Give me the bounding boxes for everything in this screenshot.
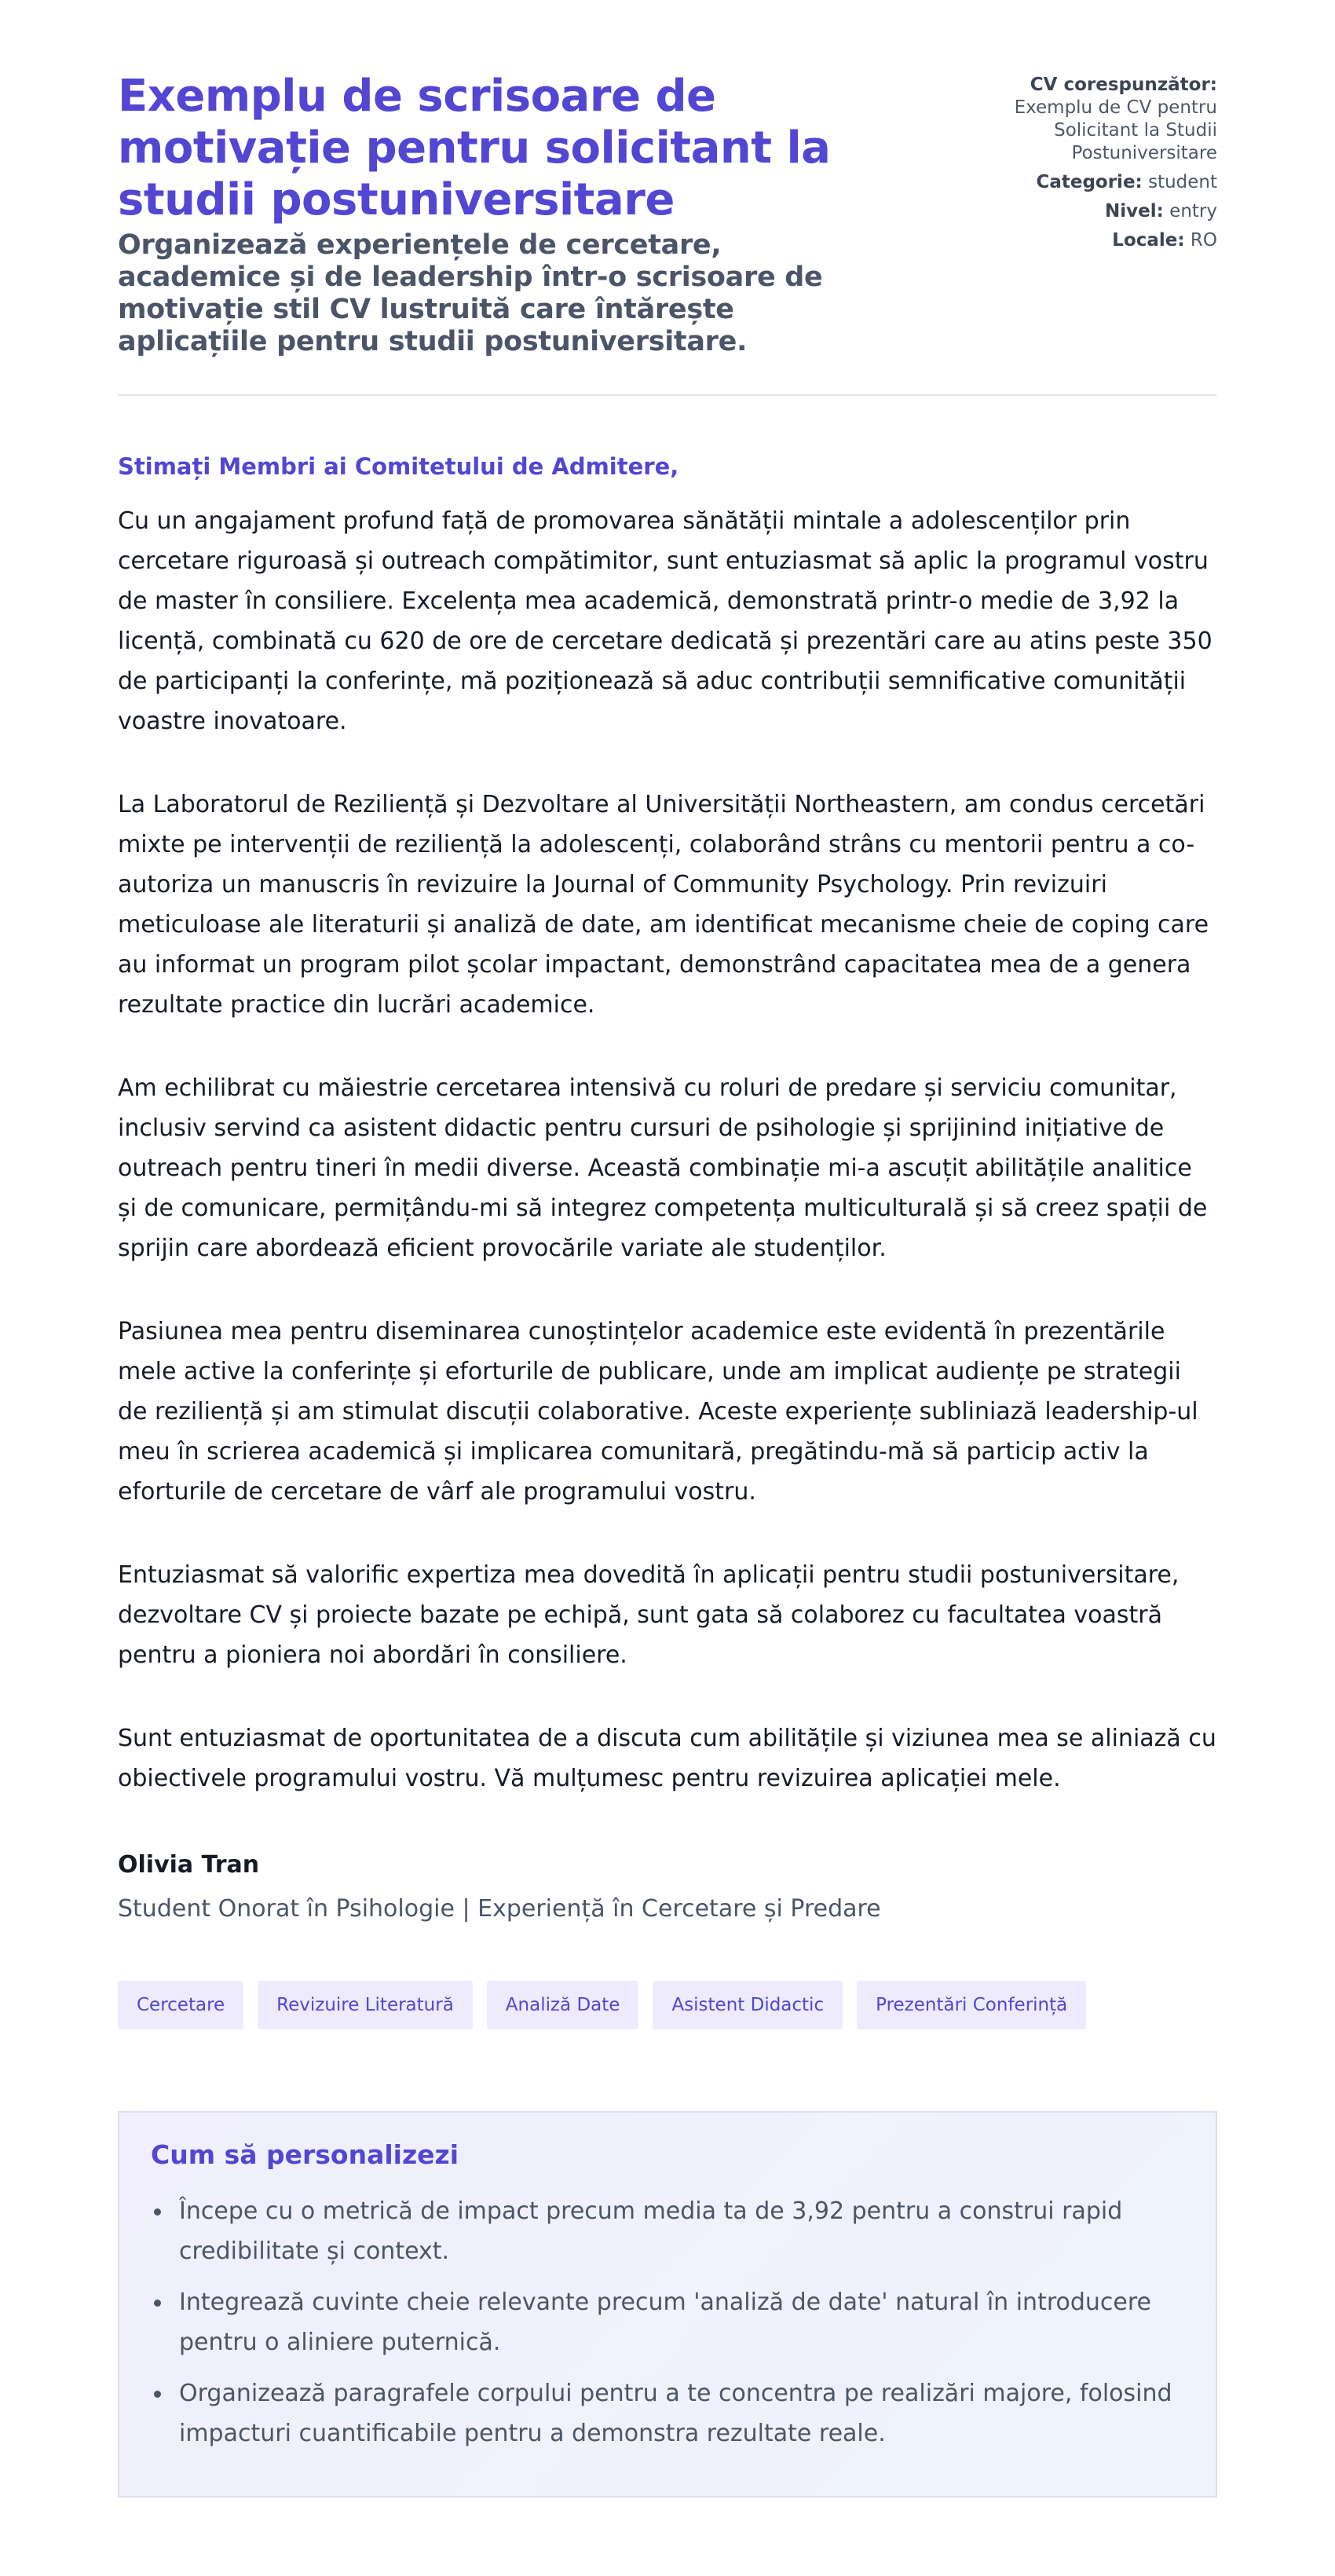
letter-salutation: Stimați Membri ai Comitetului de Admitere,: [118, 453, 679, 480]
skill-tag: Asistent Didactic: [653, 1981, 843, 2029]
tip-item: Organizează paragrafele corpului pentru a te concentra pe realizări majore, folosind impacturi cuantificabile pentru a demonstra rezultate reale.: [151, 2373, 1184, 2453]
meta-category-value: student: [1148, 172, 1217, 192]
page-title: Exemplu de scrisoare de motivație pentru solicitant la studii postuniversitare: [118, 71, 831, 225]
letter-paragraph: Pasiunea mea pentru diseminarea cunoștințelor academice este evidentă în prezentările mele active la conferințe și eforturile de publicare, unde am implicat audiențe pe strategii de reziliență și am stimulat discuții colaborative. Aceste experiențe subliniază leadership-ul meu în scrierea academică și implicarea comunitară, pregătindu-mă să particip activ la eforturile de cercetare de vârf ale programului vostru.: [118, 1318, 1198, 1506]
skill-tags: [118, 1981, 1217, 2029]
header-divider: [118, 394, 1217, 396]
meta-category-label: Categorie:: [1036, 172, 1143, 192]
letter-paragraph: Entuziasmat să valorific expertiza mea dovedită în aplicații pentru studii postuniversitare, dezvoltare CV și proiecte bazate pe echipă, sunt gata să colaborez cu facultatea voastră pentru a pioniera noi abordări în consiliere.: [118, 1561, 1180, 1669]
tips-list: [151, 2191, 1184, 2453]
meta-cv: [958, 74, 1217, 165]
skill-tag: Analiză Date: [487, 1981, 639, 2029]
letter-paragraph: Cu un angajament profund față de promovarea sănătății mintale a adolescenților prin cercetare riguroasă și outreach compătimitor, sunt entuziasmat să aplic la programul vostru de master în consiliere. Excelența mea academică, demonstrată printr-o medie de 3,92 la licență, combinată cu 620 de ore de cercetare dedicată și prezentări care au atins peste 350 de participanți la conferințe, mă poziționează să aduc contribuții semnificative comunității voastre inovatoare.: [118, 507, 1212, 735]
meta-category: [958, 171, 1217, 194]
signature-name: Olivia Tran: [118, 1851, 260, 1879]
meta-level-value: entry: [1169, 201, 1217, 221]
signature-title: Student Onorat în Psihologie | Experiență în Cercetare și Predare: [118, 1895, 881, 1923]
header-text: [118, 71, 887, 358]
page-subtitle: Organizează experiențele de cercetare, academice și de leadership într-o scrisoare de motivație stil CV lustruită care întărește aplicațiile pentru studii postuniversitare.: [118, 229, 823, 357]
tip-item: Integrează cuvinte cheie relevante precum 'analiză de date' natural în introducere pentru o aliniere puternică.: [151, 2282, 1184, 2362]
meta-level-label: Nivel:: [1105, 201, 1164, 221]
signature-block: [118, 1849, 1217, 1926]
letter-paragraph: Sunt entuziasmat de oportunitatea de a discuta cum abilitățile și viziunea mea se aliniază cu obiectivele programului vostru. Vă mulțumesc pentru revizuirea aplicației mele.: [118, 1725, 1216, 1792]
meta-locale: [958, 229, 1217, 252]
letter-paragraph: La Laboratorul de Reziliență și Dezvoltare al Universității Northeastern, am condus cercetări mixte pe intervenții de reziliență la adolescenți, colaborând strâns cu mentorii pentru a co-autoriza un manuscris în revizuire la Journal of Community Psychology. Prin revizuiri meticuloase ale literaturii și analiză de date, am identificat mecanisme cheie de coping care au informat un program pilot școlar impactant, demonstrând capacitatea mea de a genera rezultate practice din lucrări academice.: [118, 791, 1209, 1019]
skill-tag: Cercetare: [118, 1981, 243, 2029]
skill-tag: Revizuire Literatură: [258, 1981, 473, 2029]
meta-locale-value: RO: [1190, 230, 1217, 251]
skill-tag: Prezentări Conferință: [857, 1981, 1086, 2029]
meta-cv-label: CV corespunzător:: [1030, 75, 1217, 95]
tips-title: Cum să personalizezi: [151, 2139, 459, 2170]
meta-cv-value[interactable]: Exemplu de CV pentru Solicitant la Studii Postuniversitare: [1014, 97, 1217, 163]
meta-level: [958, 200, 1217, 223]
tip-item: Începe cu o metrică de impact precum media ta de 3,92 pentru a construi rapid credibilitate și context.: [151, 2191, 1184, 2271]
header: [118, 71, 1217, 358]
meta-locale-label: Locale:: [1112, 230, 1185, 251]
letter-body: [118, 501, 1217, 1798]
personalization-tips: [118, 2111, 1217, 2497]
meta-panel: [958, 71, 1217, 258]
letter-paragraph: Am echilibrat cu măiestrie cercetarea intensivă cu roluri de predare și serviciu comunitar, inclusiv servind ca asistent didactic pentru cursuri de psihologie și sprijinind inițiative de outreach pentru tineri în medii diverse. Această combinație mi-a ascuțit abilitățile analitice și de comunicare, permițându-mi să integrez competența multiculturală și să creez spații de sprijin care abordează eficient provocările variate ale studenților.: [118, 1074, 1208, 1262]
